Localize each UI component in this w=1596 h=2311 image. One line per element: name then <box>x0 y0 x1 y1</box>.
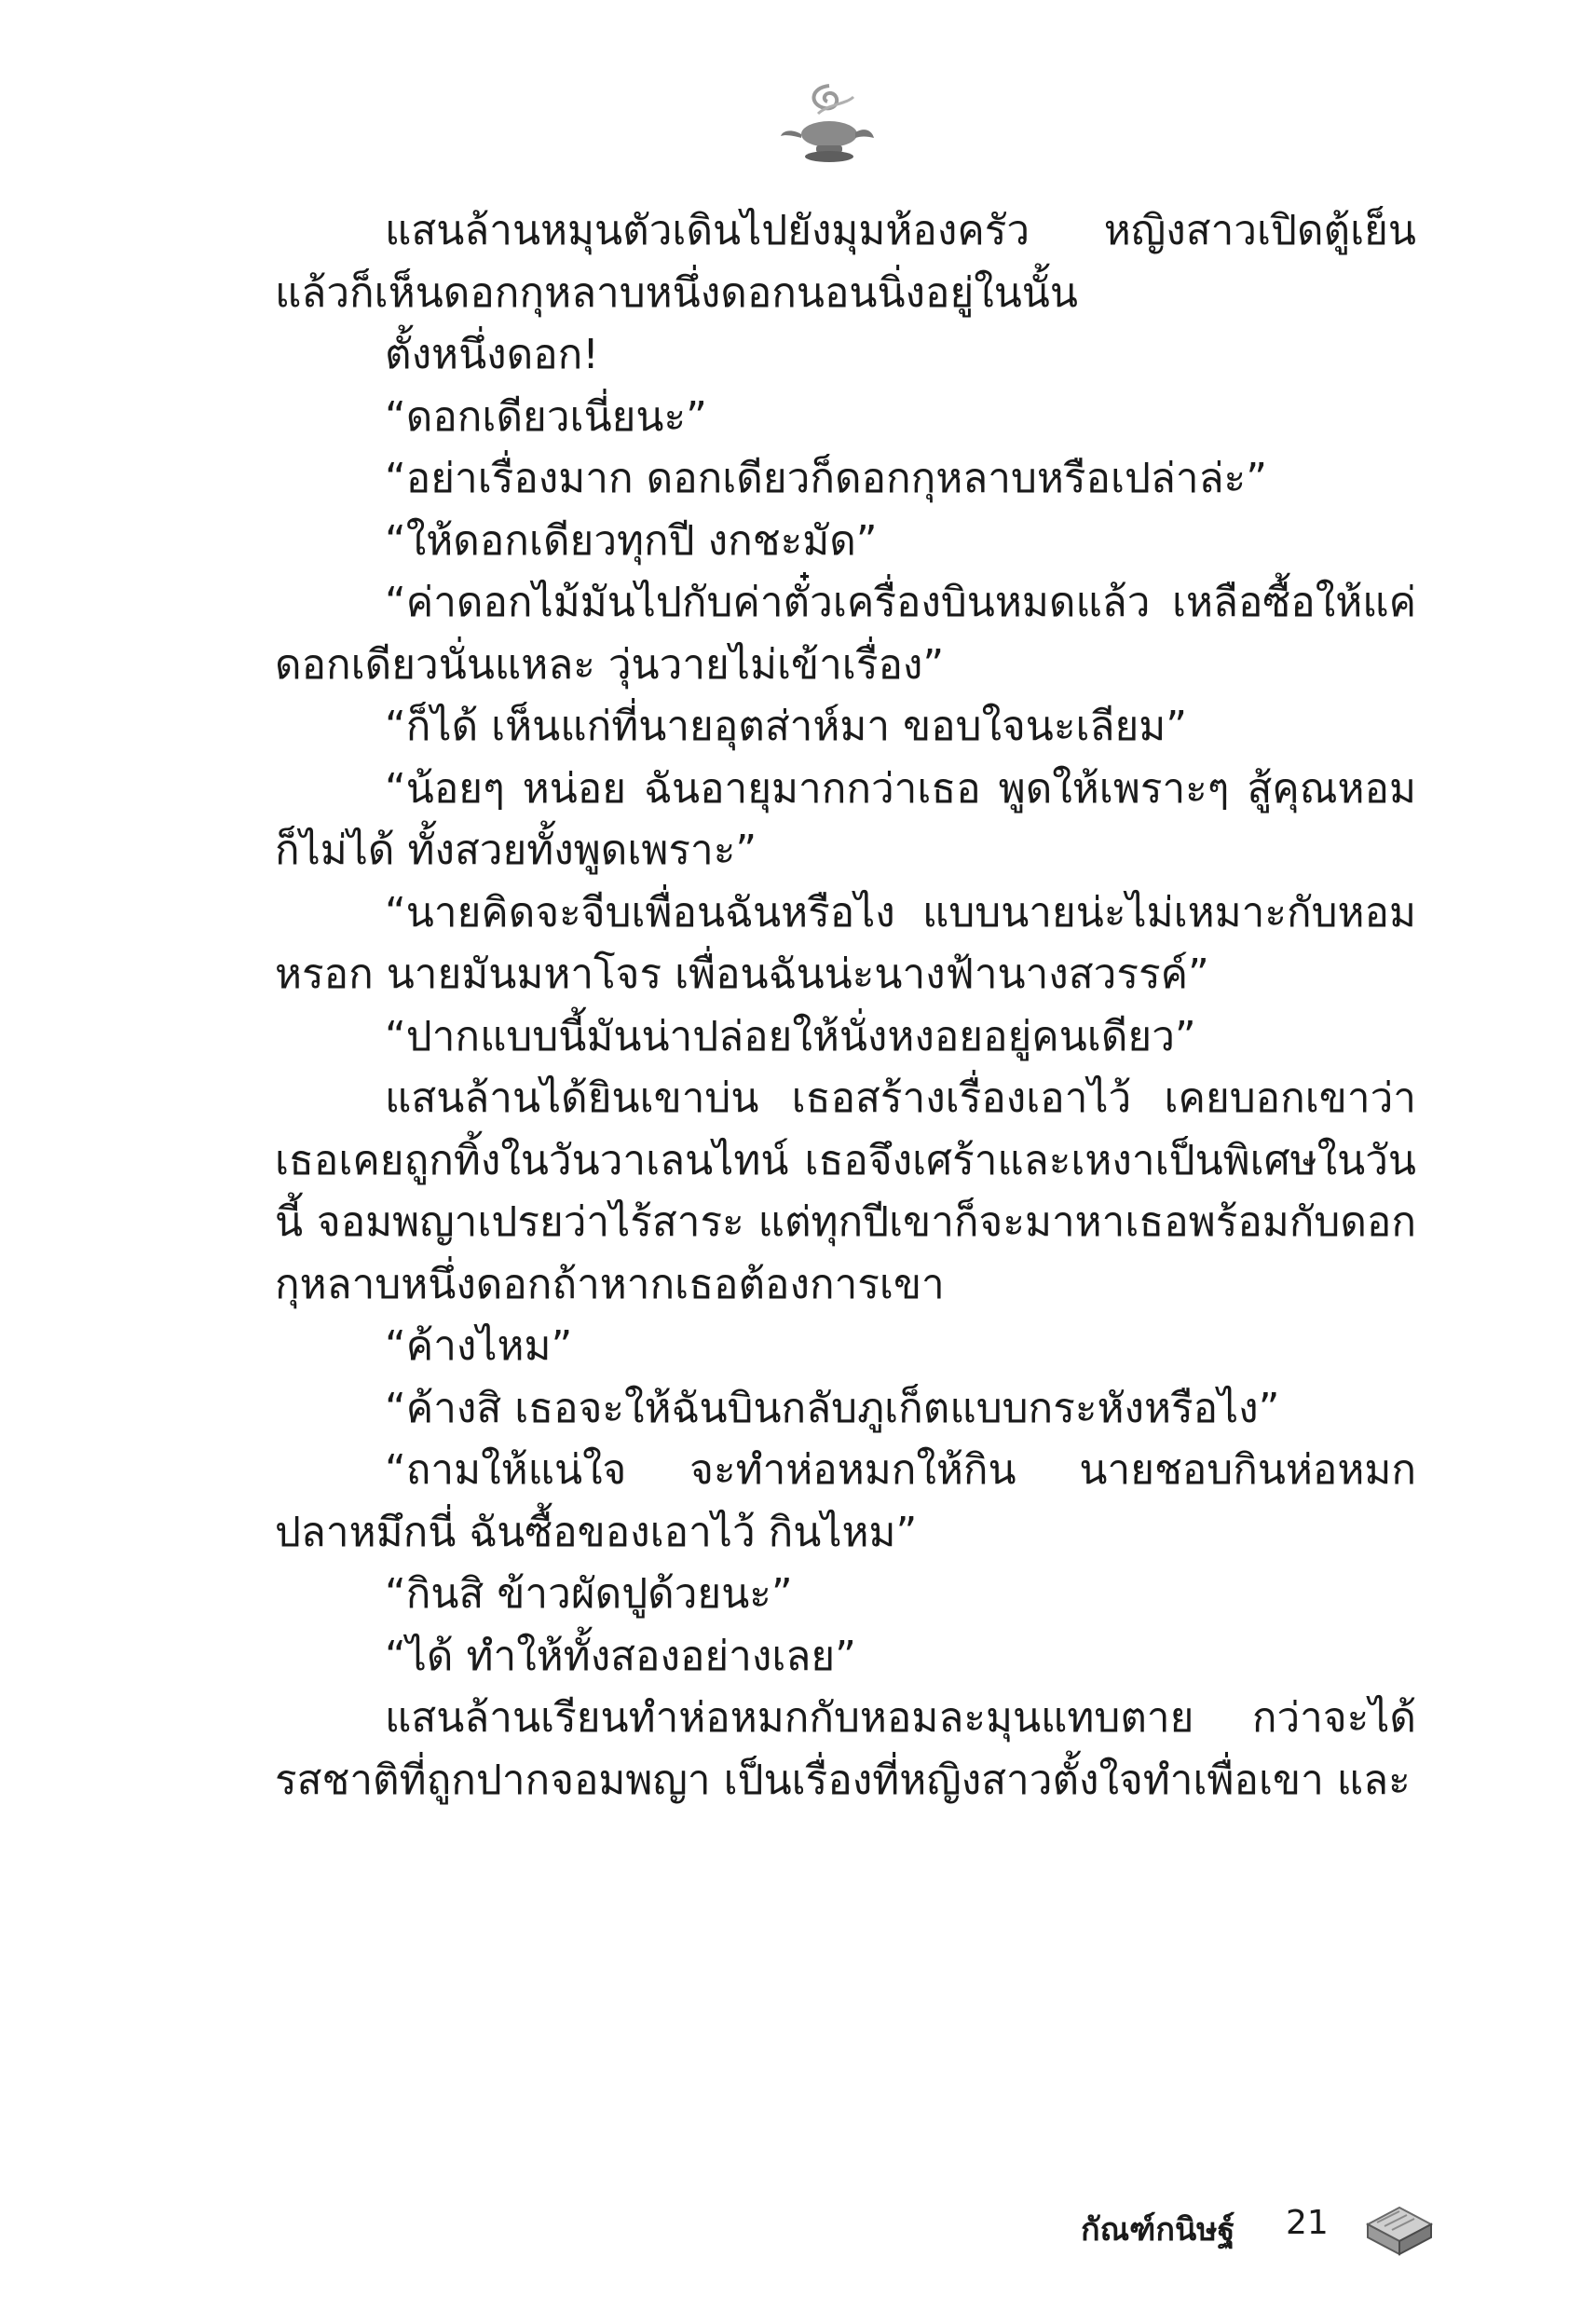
paragraph: “ให้ดอกเดียวทุกปี งกชะมัด” <box>385 516 878 565</box>
author-name: กัณฑ์กนิษฐ์ <box>1081 2211 1235 2249</box>
paragraph: “กินสิ ข้าวผัดปูด้วยนะ” <box>385 1570 793 1618</box>
paragraph: แสนล้านหมุนตัวเดินไปยังมุมห้องครัว หญิงสาวเปิดตู้เย็นแล้วก็เห็นดอกกุหลาบหนึ่งดอกนอนนิ่งอยู่ในนั้น <box>275 207 1416 317</box>
body-text <box>275 200 1416 1812</box>
genie-lamp-icon <box>773 76 885 170</box>
paragraph: แสนล้านเรียนทำห่อหมกกับหอมละมุนแทบตาย กว่าจะได้รสชาติที่ถูกปากจอมพญา เป็นเรื่องที่หญิงสาวตั้งใจทำเพื่อเขา และ <box>275 1694 1416 1804</box>
paragraph: “ค่าดอกไม้มันไปกับค่าตั๋วเครื่องบินหมดแล้ว เหลือซื้อให้แค่ดอกเดียวนั่นแหละ วุ่นวายไม่เข้าเรื่อง” <box>275 579 1416 689</box>
paragraph: “นายคิดจะจีบเพื่อนฉันหรือไง แบบนายน่ะไม่เหมาะกับหอมหรอก นายมันมหาโจร เพื่อนฉันน่ะนางฟ้านางสวรรค์” <box>275 888 1416 998</box>
paragraph: “ค้างสิ เธอจะให้ฉันบินกลับภูเก็ตแบบกระหังหรือไง” <box>385 1384 1280 1432</box>
paragraph: “อย่าเรื่องมาก ดอกเดียวก็ดอกกุหลาบหรือเปล่าล่ะ” <box>385 455 1267 502</box>
paragraph: “น้อยๆ หน่อย ฉันอายุมากกว่าเธอ พูดให้เพราะๆ สู้คุณหอมก็ไม่ได้ ทั้งสวยทั้งพูดเพราะ” <box>275 764 1416 874</box>
paragraph: “ดอกเดียวเนี่ยนะ” <box>385 392 707 441</box>
paragraph: “ปากแบบนี้มันน่าปล่อยให้นั่งหงอยอยู่คนเดียว” <box>385 1012 1196 1060</box>
open-book-icon <box>1362 2187 1437 2262</box>
paragraph: ตั้งหนึ่งดอก! <box>385 331 599 378</box>
page-number: 21 <box>1286 2204 1329 2242</box>
paragraph: “ถามให้แน่ใจ จะทำห่อหมกให้กิน นายชอบกินห่อหมกปลาหมึกนี่ ฉันซื้อของเอาไว้ กินไหม” <box>275 1446 1416 1556</box>
paragraph: แสนล้านได้ยินเขาบ่น เธอสร้างเรื่องเอาไว้ เคยบอกเขาว่าเธอเคยถูกทิ้งในวันวาเลนไทน์ เธอจึงเศร้าและเหงาเป็นพิเศษในวันนี้ จอมพญาเปรยว่าไร้สาระ แต่ทุกปีเขาก็จะมาหาเธอพร้อมกับดอกกุหลาบหนึ่งดอกถ้าหากเธอต้องการเขา <box>275 1074 1416 1308</box>
paragraph: “ค้างไหม” <box>385 1322 573 1370</box>
paragraph: “ได้ ทำให้ทั้งสองอย่างเลย” <box>385 1632 856 1680</box>
page-footer <box>1062 2185 1463 2260</box>
paragraph: “ก็ได้ เห็นแก่ที่นายอุตส่าห์มา ขอบใจนะเลียม” <box>385 703 1188 750</box>
